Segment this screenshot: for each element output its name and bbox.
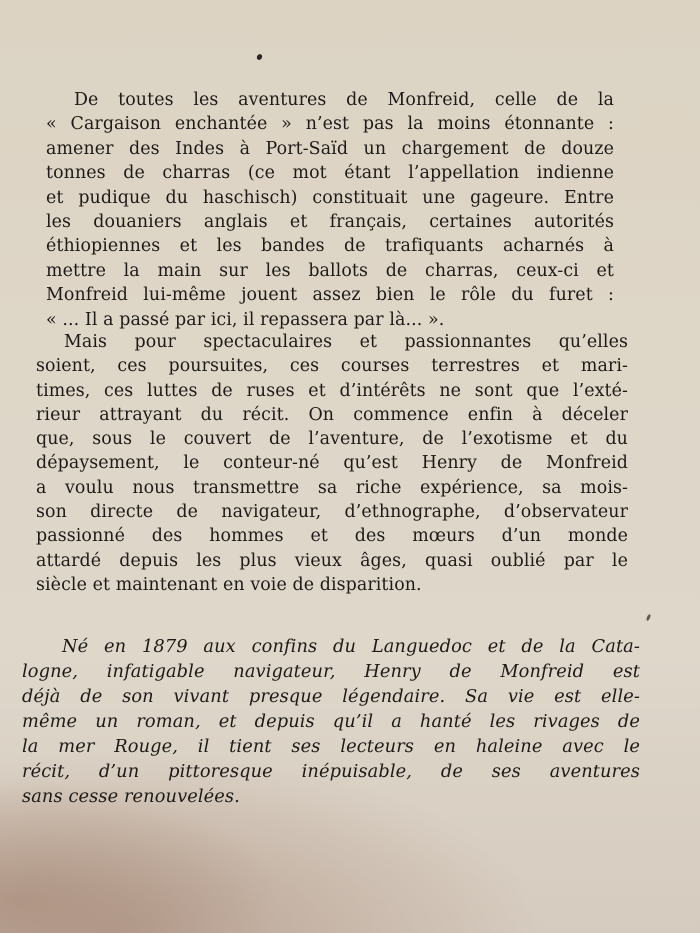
text-line: les douaniers anglais et français, certaines autorités <box>46 211 614 232</box>
ink-speck <box>646 614 652 622</box>
text-line: éthiopiennes et les bandes de trafiquants acharnés à <box>46 236 614 257</box>
text-line: a voulu nous transmettre sa riche expérience, sa mois- <box>36 477 628 498</box>
text-line: dépaysement, le conteur-né qu’est Henry de Monfreid <box>36 453 628 474</box>
text-line: que, sous le couvert de l’aventure, de l’exotisme et du <box>36 429 628 450</box>
text-line: Monfreid lui-même jouent assez bien le rôle du furet : <box>46 285 614 306</box>
text-line: déjà de son vivant presque légendaire. Sa vie est elle- <box>22 686 640 707</box>
text-line: Mais pour spectaculaires et passionnantes qu’elles <box>64 332 628 352</box>
text-line: logne, infatigable navigateur, Henry de Monfreid est <box>22 661 640 682</box>
paragraph-cargaison <box>46 88 614 332</box>
text-line: times, ces luttes de ruses et d’intérêts ne sont que l’exté- <box>36 380 628 401</box>
text-line: et pudique du haschisch) constituait une gageure. Entre <box>46 187 614 208</box>
paragraph-mais-pour <box>36 330 628 597</box>
text-line: son directe de navigateur, d’ethnographe, d’observateur <box>36 502 628 523</box>
text-line: tonnes de charras (ce mot étant l’appellation indienne <box>46 163 614 184</box>
text-line: soient, ces poursuites, ces courses terrestres et mari- <box>36 356 628 377</box>
text-line: De toutes les aventures de Monfreid, celle de la <box>74 90 614 110</box>
text-line: passionné des hommes et des mœurs d’un monde <box>36 526 628 547</box>
text-line: « ... Il a passé par ici, il repassera par là... ». <box>46 309 445 330</box>
text-line: Né en 1879 aux confins du Languedoc et de la Cata- <box>62 636 640 657</box>
paragraph-biography-italic <box>22 634 640 809</box>
text-line: « Cargaison enchantée » n’est pas la moins étonnante : <box>46 114 614 135</box>
text-line: attardé depuis les plus vieux âges, quasi oublié par le <box>36 550 628 571</box>
text-line: la mer Rouge, il tient ses lecteurs en haleine avec le <box>22 736 640 757</box>
text-line: rieur attrayant du récit. On commence enfin à déceler <box>36 404 628 425</box>
text-line: siècle et maintenant en voie de disparition. <box>36 574 422 595</box>
ink-speck <box>256 53 263 61</box>
text-line: mettre la main sur les ballots de charras, ceux-ci et <box>46 260 614 281</box>
text-line: récit, d’un pittoresque inépuisable, de ses aventures <box>22 761 640 782</box>
text-line: même un roman, et depuis qu’il a hanté les rivages de <box>22 711 640 732</box>
text-line: sans cesse renouvelées. <box>22 786 240 807</box>
text-line: amener des Indes à Port-Saïd un chargement de douze <box>46 138 614 159</box>
